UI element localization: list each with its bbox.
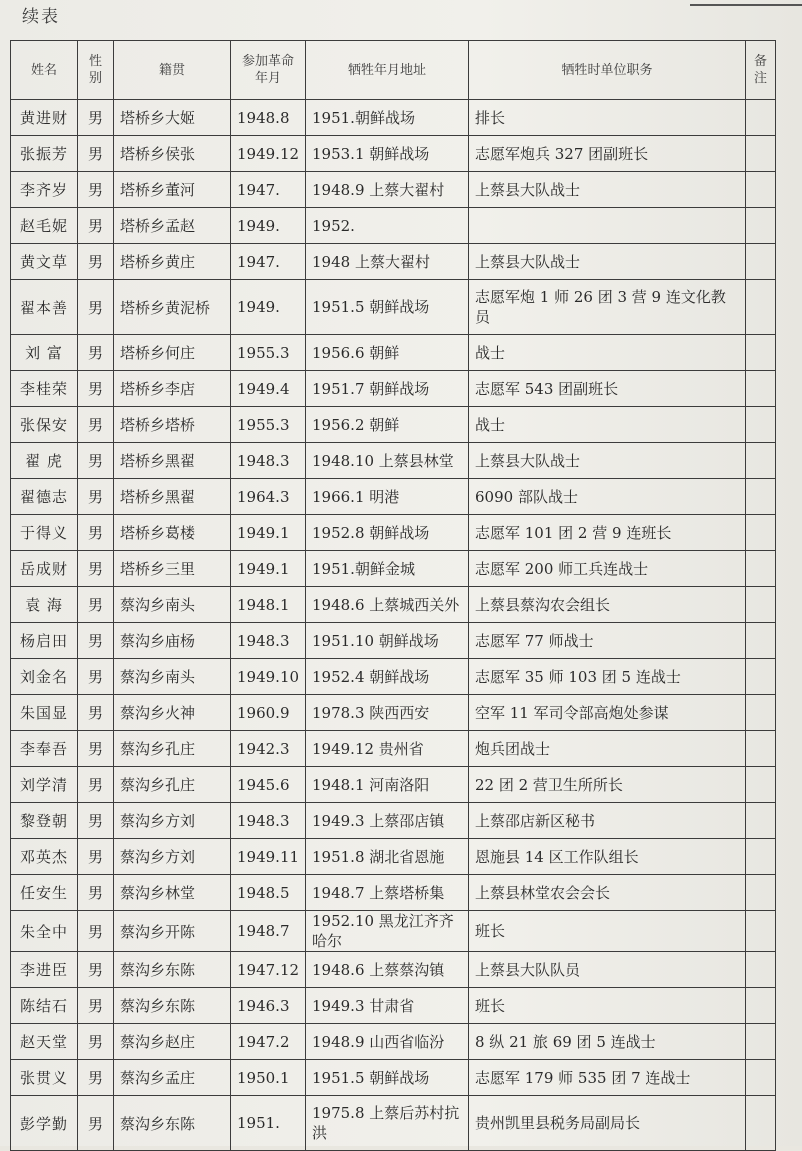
table-row [11,443,776,479]
cell-sex: 男 [78,208,114,244]
cell-death-place: 1948.9 上蔡大翟村 [306,172,469,208]
cell-native: 塔桥乡黄泥桥 [114,280,231,335]
cell-unit-post: 班长 [469,911,746,952]
cell-death-place: 1948.6 上蔡蔡沟镇 [306,952,469,988]
cell-unit-post: 上蔡县大队战士 [469,172,746,208]
cell-note [746,479,776,515]
header-note: 备注 [746,41,776,100]
table-row [11,767,776,803]
cell-name: 刘学清 [11,767,78,803]
cell-unit-post: 排长 [469,100,746,136]
cell-join-date: 1942.3 [231,731,306,767]
cell-name: 赵毛妮 [11,208,78,244]
cell-note [746,911,776,952]
cell-name: 刘金名 [11,659,78,695]
cell-death-place: 1948.7 上蔡塔桥集 [306,875,469,911]
table-row [11,731,776,767]
cell-name: 翟德志 [11,479,78,515]
cell-unit-post: 上蔡县大队战士 [469,244,746,280]
header-native: 籍贯 [114,41,231,100]
cell-unit-post: 战士 [469,335,746,371]
cell-name: 翟 虎 [11,443,78,479]
table-row [11,988,776,1024]
table-row [11,1060,776,1096]
cell-note [746,731,776,767]
table-row [11,551,776,587]
cell-native: 蔡沟乡东陈 [114,1096,231,1151]
header-where: 牺牲年月地址 [306,41,469,100]
cell-death-place: 1952.8 朝鲜战场 [306,515,469,551]
cell-death-place: 1949.3 上蔡邵店镇 [306,803,469,839]
cell-note [746,767,776,803]
cell-join-date: 1949. [231,280,306,335]
header-name: 姓名 [11,41,78,100]
cell-join-date: 1949.12 [231,136,306,172]
cell-join-date: 1948.3 [231,443,306,479]
cell-note [746,623,776,659]
cell-native: 塔桥乡李店 [114,371,231,407]
cell-unit-post: 志愿军炮兵 327 团副班长 [469,136,746,172]
cell-native: 蔡沟乡赵庄 [114,1024,231,1060]
cell-death-place: 1951.5 朝鲜战场 [306,1060,469,1096]
cell-join-date: 1960.9 [231,695,306,731]
cell-death-place: 1952.4 朝鲜战场 [306,659,469,695]
cell-note [746,803,776,839]
header-join: 参加革命年月 [231,41,306,100]
table-row [11,479,776,515]
cell-join-date: 1948.3 [231,803,306,839]
cell-note [746,172,776,208]
cell-sex: 男 [78,731,114,767]
cell-name: 朱全中 [11,911,78,952]
cell-note [746,551,776,587]
cell-unit-post: 恩施县 14 区工作队组长 [469,839,746,875]
table-row [11,803,776,839]
cell-join-date: 1950.1 [231,1060,306,1096]
cell-unit-post: 志愿军 101 团 2 营 9 连班长 [469,515,746,551]
table-row [11,623,776,659]
continued-label: 续表 [22,7,60,27]
cell-join-date: 1949.10 [231,659,306,695]
cell-name: 黄文草 [11,244,78,280]
cell-note [746,839,776,875]
cell-note [746,244,776,280]
cell-native: 蔡沟乡庙杨 [114,623,231,659]
cell-unit-post: 上蔡县林堂农会会长 [469,875,746,911]
table-row [11,911,776,952]
table-row [11,587,776,623]
cell-note [746,988,776,1024]
cell-join-date: 1948.8 [231,100,306,136]
cell-unit-post: 上蔡县大队队员 [469,952,746,988]
cell-native: 塔桥乡董河 [114,172,231,208]
cell-join-date: 1949. [231,208,306,244]
cell-join-date: 1948.7 [231,911,306,952]
cell-sex: 男 [78,952,114,988]
cell-sex: 男 [78,335,114,371]
cell-name: 彭学勤 [11,1096,78,1151]
cell-unit-post: 志愿军 543 团副班长 [469,371,746,407]
cell-sex: 男 [78,988,114,1024]
cell-native: 塔桥乡葛楼 [114,515,231,551]
cell-death-place: 1951.8 湖北省恩施 [306,839,469,875]
cell-unit-post: 志愿军 77 师战士 [469,623,746,659]
cell-sex: 男 [78,136,114,172]
cell-native: 蔡沟乡孔庄 [114,767,231,803]
cell-name: 赵天堂 [11,1024,78,1060]
cell-name: 李桂荣 [11,371,78,407]
cell-note [746,875,776,911]
cell-unit-post: 志愿军 179 师 535 团 7 连战士 [469,1060,746,1096]
cell-sex: 男 [78,659,114,695]
cell-join-date: 1948.1 [231,587,306,623]
cell-join-date: 1951. [231,1096,306,1151]
cell-join-date: 1947. [231,244,306,280]
cell-sex: 男 [78,803,114,839]
cell-note [746,443,776,479]
table-row [11,371,776,407]
cell-name: 黄进财 [11,100,78,136]
cell-native: 蔡沟乡东陈 [114,988,231,1024]
cell-name: 黎登朝 [11,803,78,839]
cell-note [746,952,776,988]
table-row [11,839,776,875]
cell-name: 刘 富 [11,335,78,371]
martyr-roster-table [10,40,776,1151]
cell-death-place: 1978.3 陕西西安 [306,695,469,731]
cell-unit-post: 志愿军 200 师工兵连战士 [469,551,746,587]
cell-note [746,1060,776,1096]
table-header-row [11,41,776,100]
cell-join-date: 1947.2 [231,1024,306,1060]
cell-native: 塔桥乡何庄 [114,335,231,371]
cell-native: 蔡沟乡孟庄 [114,1060,231,1096]
cell-join-date: 1949.4 [231,371,306,407]
cell-sex: 男 [78,371,114,407]
cell-native: 塔桥乡黄庄 [114,244,231,280]
table-body [11,100,776,1151]
cell-native: 塔桥乡孟赵 [114,208,231,244]
cell-native: 塔桥乡三里 [114,551,231,587]
header-rule [690,0,802,6]
cell-join-date: 1947. [231,172,306,208]
cell-note [746,280,776,335]
cell-sex: 男 [78,172,114,208]
cell-sex: 男 [78,695,114,731]
cell-death-place: 1956.2 朝鲜 [306,407,469,443]
header-sex: 性别 [78,41,114,100]
cell-death-place: 1952. [306,208,469,244]
table-row [11,1096,776,1151]
cell-note [746,208,776,244]
cell-sex: 男 [78,1024,114,1060]
cell-name: 任安生 [11,875,78,911]
cell-join-date: 1955.3 [231,335,306,371]
cell-sex: 男 [78,911,114,952]
cell-note [746,1096,776,1151]
cell-name: 李齐岁 [11,172,78,208]
cell-native: 塔桥乡黑翟 [114,479,231,515]
table-row [11,952,776,988]
cell-name: 朱国显 [11,695,78,731]
cell-name: 邓英杰 [11,839,78,875]
cell-native: 蔡沟乡孔庄 [114,731,231,767]
cell-name: 袁 海 [11,587,78,623]
cell-sex: 男 [78,443,114,479]
cell-join-date: 1948.3 [231,623,306,659]
cell-unit-post: 志愿军炮 1 师 26 团 3 营 9 连文化教员 [469,280,746,335]
cell-name: 李进臣 [11,952,78,988]
cell-sex: 男 [78,1060,114,1096]
table-row [11,208,776,244]
cell-unit-post: 上蔡县蔡沟农会组长 [469,587,746,623]
cell-native: 蔡沟乡开陈 [114,911,231,952]
cell-unit-post: 上蔡县大队战士 [469,443,746,479]
cell-death-place: 1949.12 贵州省 [306,731,469,767]
cell-note [746,407,776,443]
cell-death-place: 1953.1 朝鲜战场 [306,136,469,172]
cell-sex: 男 [78,839,114,875]
cell-join-date: 1945.6 [231,767,306,803]
cell-death-place: 1951.10 朝鲜战场 [306,623,469,659]
cell-unit-post: 上蔡邵店新区秘书 [469,803,746,839]
cell-native: 塔桥乡侯张 [114,136,231,172]
cell-death-place: 1948.10 上蔡县林堂 [306,443,469,479]
cell-unit-post: 22 团 2 营卫生所所长 [469,767,746,803]
cell-name: 李奉吾 [11,731,78,767]
table-row [11,136,776,172]
cell-native: 蔡沟乡林堂 [114,875,231,911]
cell-death-place: 1975.8 上蔡后苏村抗洪 [306,1096,469,1151]
cell-sex: 男 [78,1096,114,1151]
cell-native: 蔡沟乡方刘 [114,839,231,875]
cell-unit-post: 炮兵团战士 [469,731,746,767]
cell-join-date: 1947.12 [231,952,306,988]
cell-name: 张贯义 [11,1060,78,1096]
cell-sex: 男 [78,244,114,280]
cell-native: 蔡沟乡南头 [114,659,231,695]
cell-unit-post: 班长 [469,988,746,1024]
cell-death-place: 1948.1 河南洛阳 [306,767,469,803]
cell-death-place: 1956.6 朝鲜 [306,335,469,371]
cell-name: 张保安 [11,407,78,443]
cell-join-date: 1946.3 [231,988,306,1024]
cell-join-date: 1949.1 [231,551,306,587]
cell-unit-post: 8 纵 21 旅 69 团 5 连战士 [469,1024,746,1060]
cell-unit-post: 志愿军 35 师 103 团 5 连战士 [469,659,746,695]
cell-death-place: 1948.6 上蔡城西关外 [306,587,469,623]
cell-death-place: 1951.朝鲜战场 [306,100,469,136]
table-row [11,407,776,443]
cell-death-place: 1949.3 甘肃省 [306,988,469,1024]
cell-native: 塔桥乡黑翟 [114,443,231,479]
cell-join-date: 1949.11 [231,839,306,875]
cell-join-date: 1948.5 [231,875,306,911]
cell-sex: 男 [78,623,114,659]
cell-name: 张振芳 [11,136,78,172]
cell-sex: 男 [78,875,114,911]
cell-note [746,100,776,136]
table-row [11,515,776,551]
cell-native: 塔桥乡塔桥 [114,407,231,443]
table-row [11,172,776,208]
cell-death-place: 1948.9 山西省临汾 [306,1024,469,1060]
cell-native: 蔡沟乡火神 [114,695,231,731]
cell-death-place: 1951.朝鲜金城 [306,551,469,587]
cell-name: 岳成财 [11,551,78,587]
cell-native: 塔桥乡大姬 [114,100,231,136]
cell-join-date: 1949.1 [231,515,306,551]
cell-sex: 男 [78,515,114,551]
cell-note [746,587,776,623]
cell-note [746,136,776,172]
table-row [11,244,776,280]
cell-join-date: 1964.3 [231,479,306,515]
cell-death-place: 1952.10 黑龙江齐齐哈尔 [306,911,469,952]
cell-name: 陈结石 [11,988,78,1024]
cell-death-place: 1948 上蔡大翟村 [306,244,469,280]
cell-sex: 男 [78,479,114,515]
cell-sex: 男 [78,407,114,443]
cell-join-date: 1955.3 [231,407,306,443]
table-row [11,100,776,136]
cell-sex: 男 [78,100,114,136]
cell-name: 杨启田 [11,623,78,659]
cell-unit-post [469,208,746,244]
cell-unit-post: 空军 11 军司令部高炮处参谋 [469,695,746,731]
table-row [11,875,776,911]
cell-unit-post: 战士 [469,407,746,443]
cell-note [746,1024,776,1060]
table-row [11,659,776,695]
cell-native: 蔡沟乡南头 [114,587,231,623]
table-row [11,1024,776,1060]
cell-name: 于得义 [11,515,78,551]
cell-note [746,695,776,731]
cell-native: 蔡沟乡方刘 [114,803,231,839]
table-row [11,335,776,371]
cell-note [746,371,776,407]
cell-sex: 男 [78,551,114,587]
cell-unit-post: 贵州凯里县税务局副局长 [469,1096,746,1151]
cell-note [746,515,776,551]
cell-note [746,335,776,371]
table-row [11,695,776,731]
cell-note [746,659,776,695]
cell-death-place: 1966.1 明港 [306,479,469,515]
cell-death-place: 1951.7 朝鲜战场 [306,371,469,407]
table-row [11,280,776,335]
cell-name: 翟本善 [11,280,78,335]
cell-sex: 男 [78,767,114,803]
cell-sex: 男 [78,587,114,623]
cell-death-place: 1951.5 朝鲜战场 [306,280,469,335]
cell-native: 蔡沟乡东陈 [114,952,231,988]
header-unit: 牺牲时单位职务 [469,41,746,100]
cell-sex: 男 [78,280,114,335]
cell-unit-post: 6090 部队战士 [469,479,746,515]
